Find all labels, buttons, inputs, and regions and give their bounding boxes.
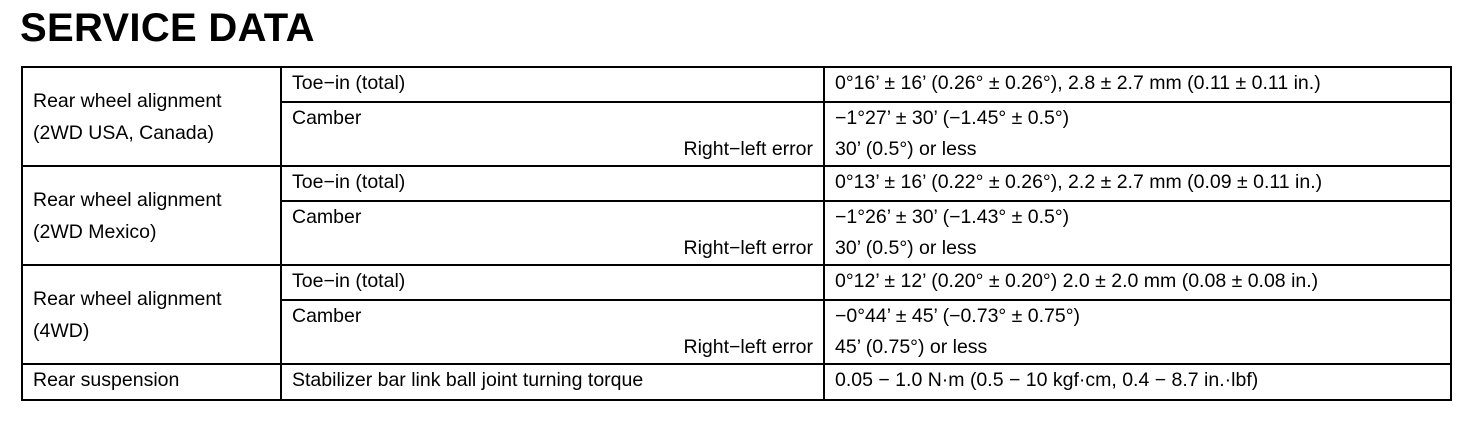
toe-in-label: Toe−in (total)	[281, 166, 824, 201]
camber-value: −0°44’ ± 45’ (−0.73° ± 0.75°)	[835, 305, 1080, 327]
camber-cell	[281, 300, 824, 364]
group-label-line1: Rear wheel alignment	[33, 287, 222, 310]
table-row	[22, 265, 1451, 300]
service-data-table	[21, 66, 1452, 401]
right-left-error-label: Right−left error	[683, 237, 813, 259]
table-row	[22, 364, 1451, 400]
toe-in-value: 0°12’ ± 12’ (0.20° ± 0.20°) 2.0 ± 2.0 mm (0.08 ± 0.08 in.)	[824, 265, 1451, 300]
right-left-error-label: Right−left error	[683, 138, 813, 160]
camber-values-cell	[824, 300, 1451, 364]
camber-value: −1°26’ ± 30’ (−1.43° ± 0.5°)	[835, 206, 1070, 228]
camber-label: Camber	[292, 107, 362, 129]
group-label-2wd-mexico	[22, 166, 281, 265]
right-left-error-label: Right−left error	[683, 336, 813, 358]
camber-values-cell	[824, 102, 1451, 166]
camber-cell	[281, 102, 824, 166]
camber-label: Camber	[292, 206, 362, 228]
camber-values-cell	[824, 201, 1451, 265]
right-left-error-value: 45’ (0.75°) or less	[835, 336, 988, 358]
table-row	[22, 166, 1451, 201]
right-left-error-value: 30’ (0.5°) or less	[835, 138, 977, 160]
page-title: SERVICE DATA	[20, 6, 315, 50]
camber-label: Camber	[292, 305, 362, 327]
group-label-line1: Rear wheel alignment	[33, 188, 222, 211]
toe-in-label: Toe−in (total)	[281, 265, 824, 300]
rear-suspension-label: Rear suspension	[22, 364, 281, 400]
turning-torque-label: Stabilizer bar link ball joint turning torque	[281, 364, 824, 400]
group-label-line2: (2WD Mexico)	[33, 220, 157, 243]
group-label-line2: (4WD)	[33, 319, 90, 342]
group-label-line1: Rear wheel alignment	[33, 89, 222, 112]
toe-in-label: Toe−in (total)	[281, 67, 824, 102]
toe-in-value: 0°13’ ± 16’ (0.22° ± 0.26°), 2.2 ± 2.7 mm (0.09 ± 0.11 in.)	[824, 166, 1451, 201]
table-row	[22, 67, 1451, 102]
camber-value: −1°27’ ± 30’ (−1.45° ± 0.5°)	[835, 107, 1070, 129]
camber-cell	[281, 201, 824, 265]
right-left-error-value: 30’ (0.5°) or less	[835, 237, 977, 259]
turning-torque-value: 0.05 − 1.0 N·m (0.5 − 10 kgf·cm, 0.4 − 8.7 in.·lbf)	[824, 364, 1451, 400]
group-label-2wd-usa-canada	[22, 67, 281, 166]
group-label-line2: (2WD USA, Canada)	[33, 121, 214, 144]
toe-in-value: 0°16’ ± 16’ (0.26° ± 0.26°), 2.8 ± 2.7 mm (0.11 ± 0.11 in.)	[824, 67, 1451, 102]
group-label-4wd	[22, 265, 281, 364]
